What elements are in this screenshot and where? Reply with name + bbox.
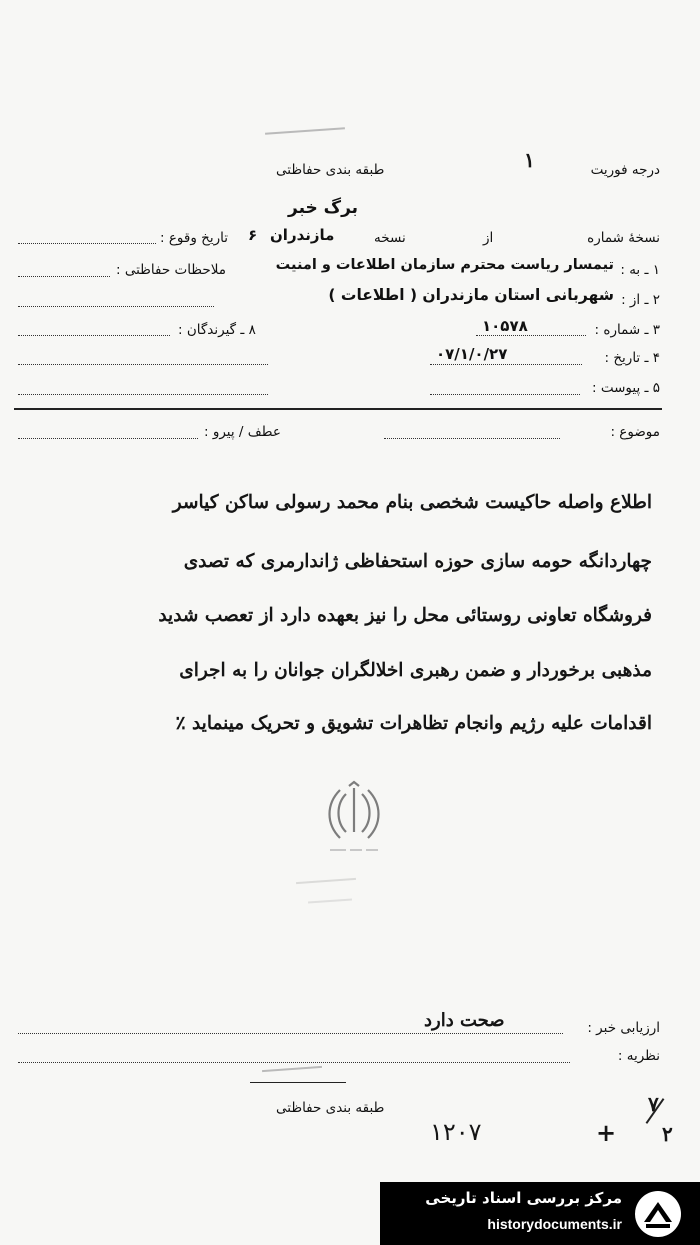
top-scribble <box>265 127 345 135</box>
copy-label: نسخه <box>374 230 406 246</box>
archive-logo-icon <box>632 1188 684 1240</box>
body-line-2: چهاردانگه حومه سازی حوزه استحفاظی ژاندارمری که تصدی <box>183 551 652 572</box>
footer-handwritten-number: ۱۲۰۷ <box>430 1118 482 1146</box>
evaluation-value: صحت دارد <box>424 1010 505 1031</box>
form-title: برگ خبر <box>288 198 359 218</box>
reference-dots <box>18 438 198 439</box>
date-of-event-label: تاریخ وقوع : <box>160 230 228 246</box>
field-number-label: ۳ ـ شماره : <box>594 322 660 338</box>
field-to-label: ۱ ـ به : <box>620 262 660 278</box>
priority-value: ۱ <box>524 148 535 172</box>
field-date-value: ۰۷/۱/۰/۲۷ <box>436 345 508 363</box>
watermark-site: historydocuments.ir <box>487 1216 622 1232</box>
footer-rule <box>250 1082 346 1083</box>
date-of-event-value: ۶ <box>248 226 258 244</box>
body-line-4: مذهبی برخوردار و ضمن رهبری اخلالگران جوانان را به اجرای <box>179 660 652 681</box>
evaluation-dots <box>18 1033 563 1034</box>
recipients-dots-3 <box>18 394 268 395</box>
copy-number-label: نسخهٔ شماره <box>587 230 660 246</box>
faint-stamp-trace <box>296 878 356 884</box>
classification-label: طبقه بندی حفاظتی <box>276 162 385 178</box>
copy-from-label: از <box>483 230 494 246</box>
field-number-dots <box>476 335 586 336</box>
opinion-dots <box>18 1062 570 1063</box>
footer-classification-label: طبقه بندی حفاظتی <box>276 1100 385 1116</box>
security-notes-dots <box>18 276 110 277</box>
field-date-dots <box>430 364 582 365</box>
body-line-3: فروشگاه تعاونی روستائی محل را نیز بعهده دارد از تعصب شدید <box>158 605 652 626</box>
field-attachment-label: ۵ ـ پیوست : <box>591 380 660 396</box>
opinion-label: نظریه : <box>617 1048 660 1064</box>
national-emblem-icon <box>318 780 390 860</box>
field-from-dots <box>18 306 214 307</box>
watermark-org-name: مرکز بررسی اسناد تاریخی <box>425 1189 622 1207</box>
body-line-5: اقدامات علیه رژیم وانجام تظاهرات تشویق و تحریک مینماید ٪ <box>175 713 652 734</box>
subject-label: موضوع : <box>610 424 660 440</box>
footer-scribble <box>262 1066 322 1072</box>
reference-label: عطف / پیرو : <box>204 424 281 440</box>
security-notes-label: ملاحظات حفاظتی : <box>116 262 227 278</box>
footer-plus: + <box>596 1118 617 1147</box>
recipients-dots <box>18 335 170 336</box>
subject-dots <box>384 438 560 439</box>
priority-label: درجه فوریت <box>590 162 660 178</box>
faint-stamp-trace-2 <box>308 898 352 903</box>
footer-fraction-top: ۷ <box>648 1092 659 1116</box>
header-divider <box>14 408 662 410</box>
recipients-label: ۸ ـ گیرندگان : <box>178 322 256 338</box>
field-date-label: ۴ ـ تاریخ : <box>604 350 660 366</box>
recipients-dots-2 <box>18 364 268 365</box>
typed-city: مازندران <box>270 226 335 244</box>
field-attachment-dots <box>430 394 580 395</box>
footer-fraction-bottom: ۲ <box>662 1122 673 1146</box>
field-number-value: ۱۰۵۷۸ <box>482 317 528 335</box>
watermark-bar <box>380 1182 700 1245</box>
body-line-1: اطلاع واصله حاکیست شخصی بنام محمد رسولی ساکن کیاسر <box>172 492 652 513</box>
field-from-label: ۲ ـ از : <box>621 292 660 308</box>
field-to-value: تیمسار ریاست محترم سازمان اطلاعات و امنیت <box>275 257 614 273</box>
evaluation-label: ارزیابی خبر : <box>587 1020 660 1036</box>
field-from-value: شهربانی استان مازندران ( اطلاعات ) <box>328 286 614 304</box>
date-of-event-dots <box>18 243 156 244</box>
